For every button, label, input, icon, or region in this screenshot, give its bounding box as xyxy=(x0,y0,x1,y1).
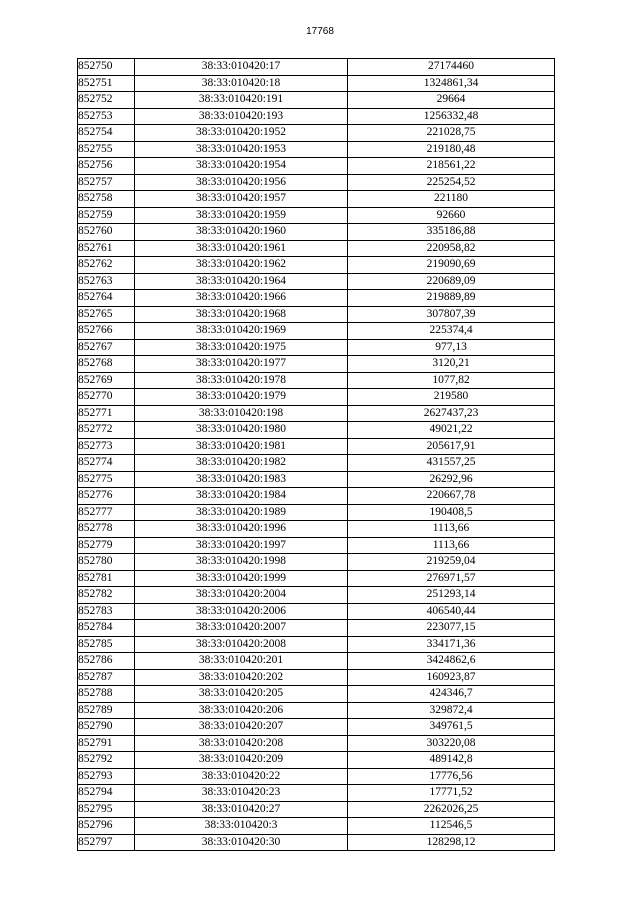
table-row xyxy=(78,834,555,851)
row-number-cell: 852753 xyxy=(78,108,135,125)
table-row xyxy=(78,290,555,307)
cadastral-value-table xyxy=(77,58,555,851)
cadastral-number-cell: 38:33:010420:1966 xyxy=(135,290,348,307)
cadastral-number-cell: 38:33:010420:208 xyxy=(135,735,348,752)
row-number-cell: 852766 xyxy=(78,323,135,340)
row-number-cell: 852789 xyxy=(78,702,135,719)
row-number-cell: 852784 xyxy=(78,620,135,637)
row-number-cell: 852786 xyxy=(78,653,135,670)
row-number-cell: 852792 xyxy=(78,752,135,769)
cadastral-value-cell: 2627437,23 xyxy=(348,405,555,422)
cadastral-number-cell: 38:33:010420:1968 xyxy=(135,306,348,323)
row-number-cell: 852752 xyxy=(78,92,135,109)
cadastral-value-cell: 221028,75 xyxy=(348,125,555,142)
cadastral-value-cell: 1256332,48 xyxy=(348,108,555,125)
cadastral-number-cell: 38:33:010420:27 xyxy=(135,801,348,818)
table-row xyxy=(78,356,555,373)
cadastral-number-cell: 38:33:010420:198 xyxy=(135,405,348,422)
table-row xyxy=(78,323,555,340)
row-number-cell: 852780 xyxy=(78,554,135,571)
cadastral-value-cell: 1324861,34 xyxy=(348,75,555,92)
table-row xyxy=(78,389,555,406)
cadastral-value-cell: 489142,8 xyxy=(348,752,555,769)
cadastral-number-cell: 38:33:010420:1984 xyxy=(135,488,348,505)
row-number-cell: 852769 xyxy=(78,372,135,389)
cadastral-number-cell: 38:33:010420:1952 xyxy=(135,125,348,142)
cadastral-value-cell: 335186,88 xyxy=(348,224,555,241)
row-number-cell: 852750 xyxy=(78,59,135,76)
row-number-cell: 852767 xyxy=(78,339,135,356)
row-number-cell: 852770 xyxy=(78,389,135,406)
row-number-cell: 852768 xyxy=(78,356,135,373)
cadastral-value-cell: 349761,5 xyxy=(348,719,555,736)
table-row xyxy=(78,636,555,653)
row-number-cell: 852762 xyxy=(78,257,135,274)
row-number-cell: 852797 xyxy=(78,834,135,851)
cadastral-value-cell: 219259,04 xyxy=(348,554,555,571)
cadastral-number-cell: 38:33:010420:191 xyxy=(135,92,348,109)
row-number-cell: 852755 xyxy=(78,141,135,158)
row-number-cell: 852782 xyxy=(78,587,135,604)
row-number-cell: 852775 xyxy=(78,471,135,488)
table-row xyxy=(78,801,555,818)
cadastral-value-cell: 27174460 xyxy=(348,59,555,76)
cadastral-number-cell: 38:33:010420:3 xyxy=(135,818,348,835)
table-row xyxy=(78,158,555,175)
cadastral-number-cell: 38:33:010420:1957 xyxy=(135,191,348,208)
cadastral-number-cell: 38:33:010420:1953 xyxy=(135,141,348,158)
cadastral-value-cell: 303220,08 xyxy=(348,735,555,752)
cadastral-number-cell: 38:33:010420:1979 xyxy=(135,389,348,406)
cadastral-number-cell: 38:33:010420:22 xyxy=(135,768,348,785)
table-row xyxy=(78,207,555,224)
row-number-cell: 852787 xyxy=(78,669,135,686)
table-row xyxy=(78,455,555,472)
cadastral-value-cell: 334171,36 xyxy=(348,636,555,653)
cadastral-number-cell: 38:33:010420:205 xyxy=(135,686,348,703)
table-row xyxy=(78,92,555,109)
table-row xyxy=(78,521,555,538)
cadastral-number-cell: 38:33:010420:1978 xyxy=(135,372,348,389)
table-row xyxy=(78,273,555,290)
table-row xyxy=(78,735,555,752)
cadastral-number-cell: 38:33:010420:1961 xyxy=(135,240,348,257)
table-row xyxy=(78,224,555,241)
table-row xyxy=(78,537,555,554)
cadastral-number-cell: 38:33:010420:1959 xyxy=(135,207,348,224)
cadastral-number-cell: 38:33:010420:209 xyxy=(135,752,348,769)
table-row xyxy=(78,125,555,142)
table-row xyxy=(78,554,555,571)
row-number-cell: 852788 xyxy=(78,686,135,703)
cadastral-number-cell: 38:33:010420:1954 xyxy=(135,158,348,175)
row-number-cell: 852756 xyxy=(78,158,135,175)
table-row xyxy=(78,372,555,389)
table-row xyxy=(78,141,555,158)
cadastral-value-cell: 205617,91 xyxy=(348,438,555,455)
cadastral-value-cell: 1113,66 xyxy=(348,537,555,554)
cadastral-number-cell: 38:33:010420:1997 xyxy=(135,537,348,554)
table-row xyxy=(78,686,555,703)
table-row xyxy=(78,438,555,455)
table-body xyxy=(78,59,555,851)
cadastral-number-cell: 38:33:010420:17 xyxy=(135,59,348,76)
table-row xyxy=(78,306,555,323)
cadastral-value-cell: 29664 xyxy=(348,92,555,109)
cadastral-number-cell: 38:33:010420:1980 xyxy=(135,422,348,439)
table-row xyxy=(78,471,555,488)
cadastral-number-cell: 38:33:010420:1982 xyxy=(135,455,348,472)
row-number-cell: 852772 xyxy=(78,422,135,439)
cadastral-value-cell: 406540,44 xyxy=(348,603,555,620)
row-number-cell: 852773 xyxy=(78,438,135,455)
cadastral-number-cell: 38:33:010420:1964 xyxy=(135,273,348,290)
cadastral-value-cell: 190408,5 xyxy=(348,504,555,521)
cadastral-number-cell: 38:33:010420:1996 xyxy=(135,521,348,538)
cadastral-number-cell: 38:33:010420:1981 xyxy=(135,438,348,455)
row-number-cell: 852754 xyxy=(78,125,135,142)
table-row xyxy=(78,422,555,439)
row-number-cell: 852774 xyxy=(78,455,135,472)
cadastral-number-cell: 38:33:010420:1983 xyxy=(135,471,348,488)
row-number-cell: 852771 xyxy=(78,405,135,422)
cadastral-number-cell: 38:33:010420:2008 xyxy=(135,636,348,653)
cadastral-value-cell: 219889,89 xyxy=(348,290,555,307)
table-row xyxy=(78,768,555,785)
cadastral-number-cell: 38:33:010420:1975 xyxy=(135,339,348,356)
table-row xyxy=(78,240,555,257)
table-row xyxy=(78,257,555,274)
row-number-cell: 852757 xyxy=(78,174,135,191)
cadastral-value-cell: 220667,78 xyxy=(348,488,555,505)
cadastral-value-cell: 307807,39 xyxy=(348,306,555,323)
cadastral-number-cell: 38:33:010420:206 xyxy=(135,702,348,719)
cadastral-value-cell: 221180 xyxy=(348,191,555,208)
table-row xyxy=(78,108,555,125)
cadastral-value-cell: 329872,4 xyxy=(348,702,555,719)
table-row xyxy=(78,719,555,736)
cadastral-number-cell: 38:33:010420:1998 xyxy=(135,554,348,571)
cadastral-value-cell: 225374,4 xyxy=(348,323,555,340)
cadastral-value-cell: 112546,5 xyxy=(348,818,555,835)
cadastral-value-cell: 160923,87 xyxy=(348,669,555,686)
cadastral-value-cell: 2262026,25 xyxy=(348,801,555,818)
cadastral-value-cell: 128298,12 xyxy=(348,834,555,851)
cadastral-number-cell: 38:33:010420:1962 xyxy=(135,257,348,274)
table-row xyxy=(78,653,555,670)
row-number-cell: 852781 xyxy=(78,570,135,587)
row-number-cell: 852791 xyxy=(78,735,135,752)
table-row xyxy=(78,669,555,686)
table-row xyxy=(78,570,555,587)
cadastral-number-cell: 38:33:010420:207 xyxy=(135,719,348,736)
row-number-cell: 852778 xyxy=(78,521,135,538)
table-row xyxy=(78,504,555,521)
cadastral-value-cell: 92660 xyxy=(348,207,555,224)
row-number-cell: 852794 xyxy=(78,785,135,802)
cadastral-value-cell: 219090,69 xyxy=(348,257,555,274)
row-number-cell: 852783 xyxy=(78,603,135,620)
row-number-cell: 852777 xyxy=(78,504,135,521)
cadastral-number-cell: 38:33:010420:30 xyxy=(135,834,348,851)
cadastral-value-cell: 424346,7 xyxy=(348,686,555,703)
cadastral-value-cell: 220958,82 xyxy=(348,240,555,257)
table-row xyxy=(78,785,555,802)
cadastral-value-cell: 3120,21 xyxy=(348,356,555,373)
row-number-cell: 852765 xyxy=(78,306,135,323)
table-row xyxy=(78,818,555,835)
cadastral-number-cell: 38:33:010420:18 xyxy=(135,75,348,92)
row-number-cell: 852793 xyxy=(78,768,135,785)
cadastral-number-cell: 38:33:010420:1956 xyxy=(135,174,348,191)
table-row xyxy=(78,603,555,620)
row-number-cell: 852758 xyxy=(78,191,135,208)
table-row xyxy=(78,191,555,208)
cadastral-number-cell: 38:33:010420:2004 xyxy=(135,587,348,604)
cadastral-number-cell: 38:33:010420:1960 xyxy=(135,224,348,241)
row-number-cell: 852785 xyxy=(78,636,135,653)
cadastral-value-cell: 225254,52 xyxy=(348,174,555,191)
row-number-cell: 852759 xyxy=(78,207,135,224)
cadastral-number-cell: 38:33:010420:1999 xyxy=(135,570,348,587)
cadastral-value-cell: 1113,66 xyxy=(348,521,555,538)
cadastral-value-cell: 276971,57 xyxy=(348,570,555,587)
cadastral-number-cell: 38:33:010420:193 xyxy=(135,108,348,125)
row-number-cell: 852796 xyxy=(78,818,135,835)
table-row xyxy=(78,752,555,769)
cadastral-number-cell: 38:33:010420:202 xyxy=(135,669,348,686)
cadastral-number-cell: 38:33:010420:201 xyxy=(135,653,348,670)
cadastral-value-cell: 219180,48 xyxy=(348,141,555,158)
table-row xyxy=(78,174,555,191)
cadastral-number-cell: 38:33:010420:1969 xyxy=(135,323,348,340)
cadastral-value-cell: 17776,56 xyxy=(348,768,555,785)
cadastral-value-cell: 17771,52 xyxy=(348,785,555,802)
row-number-cell: 852751 xyxy=(78,75,135,92)
row-number-cell: 852764 xyxy=(78,290,135,307)
cadastral-value-cell: 1077,82 xyxy=(348,372,555,389)
cadastral-value-cell: 218561,22 xyxy=(348,158,555,175)
row-number-cell: 852776 xyxy=(78,488,135,505)
page-number: 17768 xyxy=(306,26,334,37)
cadastral-value-cell: 219580 xyxy=(348,389,555,406)
table-row xyxy=(78,405,555,422)
cadastral-value-cell: 26292,96 xyxy=(348,471,555,488)
table-row xyxy=(78,75,555,92)
table-row xyxy=(78,339,555,356)
cadastral-value-cell: 49021,22 xyxy=(348,422,555,439)
cadastral-number-cell: 38:33:010420:23 xyxy=(135,785,348,802)
row-number-cell: 852761 xyxy=(78,240,135,257)
cadastral-number-cell: 38:33:010420:1977 xyxy=(135,356,348,373)
cadastral-value-cell: 251293,14 xyxy=(348,587,555,604)
table-row xyxy=(78,620,555,637)
cadastral-value-cell: 977,13 xyxy=(348,339,555,356)
cadastral-value-cell: 220689,09 xyxy=(348,273,555,290)
row-number-cell: 852790 xyxy=(78,719,135,736)
table-row xyxy=(78,488,555,505)
cadastral-value-cell: 3424862,6 xyxy=(348,653,555,670)
cadastral-number-cell: 38:33:010420:1989 xyxy=(135,504,348,521)
row-number-cell: 852779 xyxy=(78,537,135,554)
cadastral-value-cell: 223077,15 xyxy=(348,620,555,637)
row-number-cell: 852760 xyxy=(78,224,135,241)
row-number-cell: 852795 xyxy=(78,801,135,818)
row-number-cell: 852763 xyxy=(78,273,135,290)
table-row xyxy=(78,59,555,76)
cadastral-value-cell: 431557,25 xyxy=(348,455,555,472)
table-row xyxy=(78,702,555,719)
table-row xyxy=(78,587,555,604)
cadastral-number-cell: 38:33:010420:2007 xyxy=(135,620,348,637)
cadastral-number-cell: 38:33:010420:2006 xyxy=(135,603,348,620)
